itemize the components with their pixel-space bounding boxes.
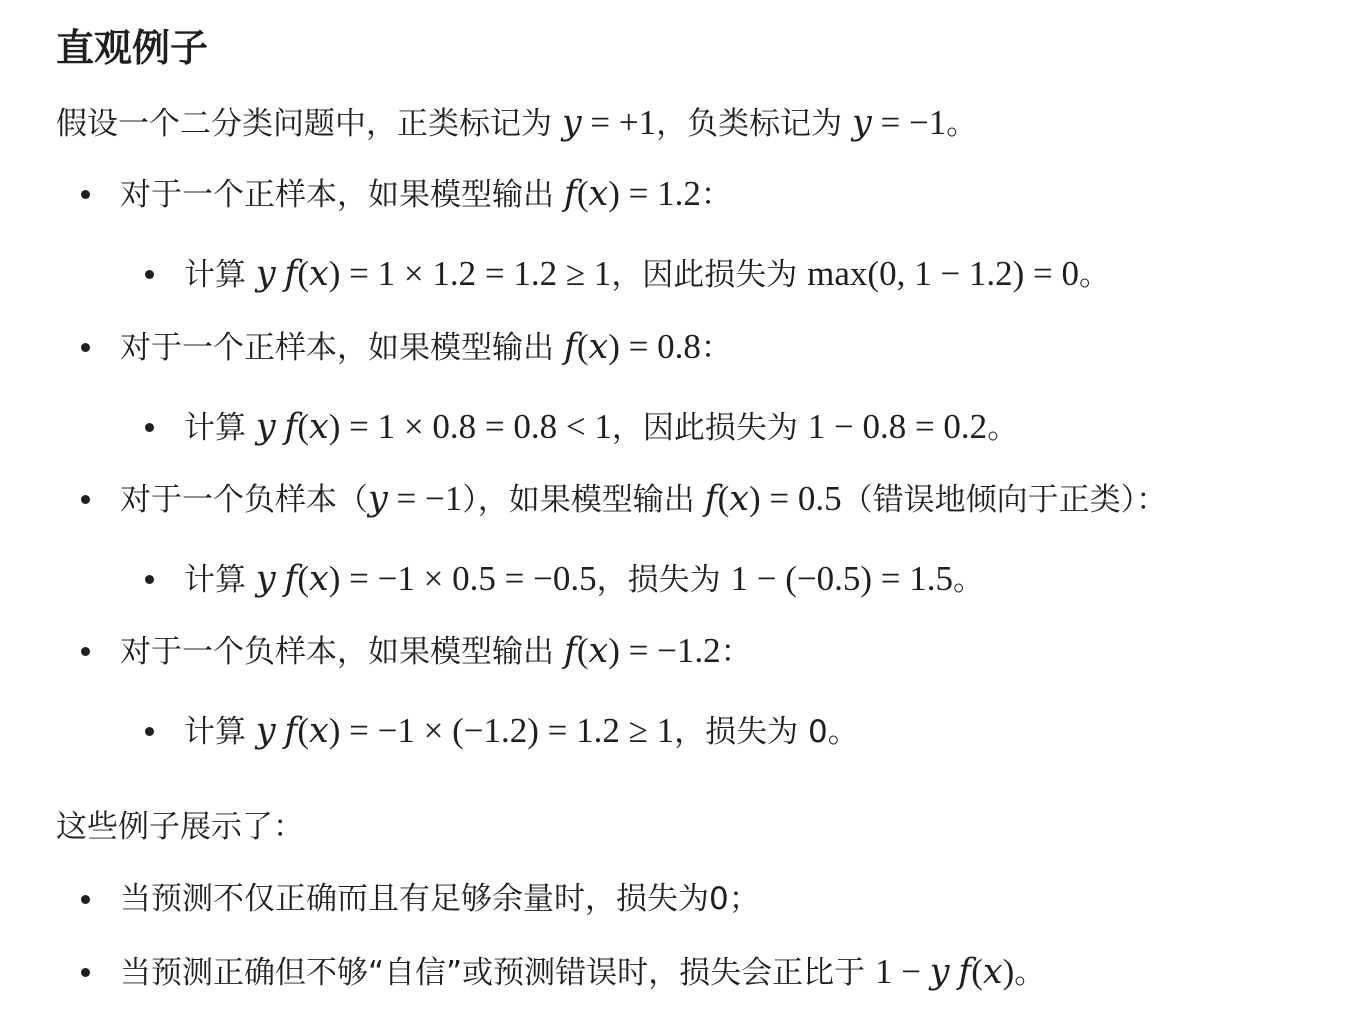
case-text: 对于一个负样本（ — [120, 482, 368, 518]
loss-formula: 1 − (−0.5) = 1.5 — [730, 559, 953, 598]
calc-text: 计算 — [184, 410, 256, 446]
example-calculation — [184, 252, 1110, 297]
calc-text: 。 — [952, 562, 984, 598]
list-bullet — [81, 495, 90, 504]
list-bullet — [81, 647, 90, 656]
summary-intro: 这些例子展示了： — [56, 809, 304, 845]
list-bullet — [81, 968, 90, 977]
list-bullet — [81, 190, 90, 199]
case-text: ： — [700, 330, 732, 366]
calc-text: ，损失为 — [596, 562, 731, 598]
example-calculation — [184, 557, 984, 602]
example-calculation — [184, 405, 1018, 450]
positive-label-formula: 𝑦 = +1 — [561, 103, 657, 142]
summary-text: 当预测正确但不够“自信”或预测错误时，损失会正比于 — [120, 955, 875, 991]
summary-text: 当预测不仅正确而且有足够余量时，损失为0； — [120, 881, 760, 917]
case-text: ： — [720, 634, 752, 670]
case-text: ： — [700, 177, 732, 213]
intro-text: 。 — [946, 106, 978, 142]
case-text: 对于一个正样本，如果模型输出 — [120, 177, 564, 213]
list-bullet — [81, 343, 90, 352]
summary-text: 。 — [1014, 955, 1046, 991]
calc-text: 计算 — [184, 714, 256, 750]
case-text: （错误地倾向于正类）： — [841, 482, 1168, 518]
output-formula: 𝑓(𝑥) = 0.8 — [563, 327, 701, 366]
margin-formula: 𝑦 𝑓(𝑥) = 1 × 1.2 = 1.2 ≥ 1 — [255, 254, 612, 293]
list-bullet — [145, 270, 154, 279]
negative-label-formula: 𝑦 = −1 — [851, 103, 947, 142]
example-calculation — [184, 709, 859, 754]
calc-text: 计算 — [184, 562, 256, 598]
margin-formula: 𝑦 𝑓(𝑥) = −1 × (−1.2) = 1.2 ≥ 1 — [255, 711, 675, 750]
output-formula: 𝑓(𝑥) = 0.5 — [704, 479, 842, 518]
label-formula: 𝑦 = −1 — [368, 479, 463, 518]
calc-text: 。 — [987, 410, 1019, 446]
list-bullet — [145, 575, 154, 584]
calc-text: 。 — [1078, 257, 1110, 293]
summary-point — [120, 877, 760, 921]
example-case — [120, 172, 732, 217]
intro-text: ，负类标记为 — [656, 106, 852, 142]
list-bullet — [145, 423, 154, 432]
margin-formula: 𝑦 𝑓(𝑥) = 1 × 0.8 = 0.8 < 1 — [255, 407, 612, 446]
case-text: 对于一个负样本，如果模型输出 — [120, 634, 564, 670]
example-case — [120, 477, 1167, 522]
calc-text: ，因此损失为 — [611, 410, 808, 446]
loss-formula: 1 − 0.8 = 0.2 — [807, 407, 988, 446]
loss-formula: 1 − 𝑦 𝑓(𝑥) — [874, 952, 1015, 991]
output-formula: 𝑓(𝑥) = 1.2 — [563, 174, 701, 213]
margin-formula: 𝑦 𝑓(𝑥) = −1 × 0.5 = −0.5 — [255, 559, 597, 598]
calc-text: 计算 — [184, 257, 256, 293]
summary-point — [120, 950, 1045, 995]
calc-text: ，损失为 — [674, 714, 808, 750]
case-text: ），如果模型输出 — [462, 482, 705, 518]
example-case — [120, 629, 752, 674]
case-text: 对于一个正样本，如果模型输出 — [120, 330, 564, 366]
calc-text: 0。 — [807, 714, 859, 750]
intro-text: 假设一个二分类问题中，正类标记为 — [56, 106, 562, 142]
example-case — [120, 325, 732, 370]
intro-paragraph — [56, 101, 977, 146]
output-formula: 𝑓(𝑥) = −1.2 — [563, 631, 721, 670]
section-heading: 直观例子 — [56, 26, 209, 70]
calc-text: ，因此损失为 — [611, 257, 808, 293]
loss-formula: max(0, 1 − 1.2) = 0 — [807, 254, 1079, 293]
list-bullet — [145, 727, 154, 736]
list-bullet — [81, 895, 90, 904]
